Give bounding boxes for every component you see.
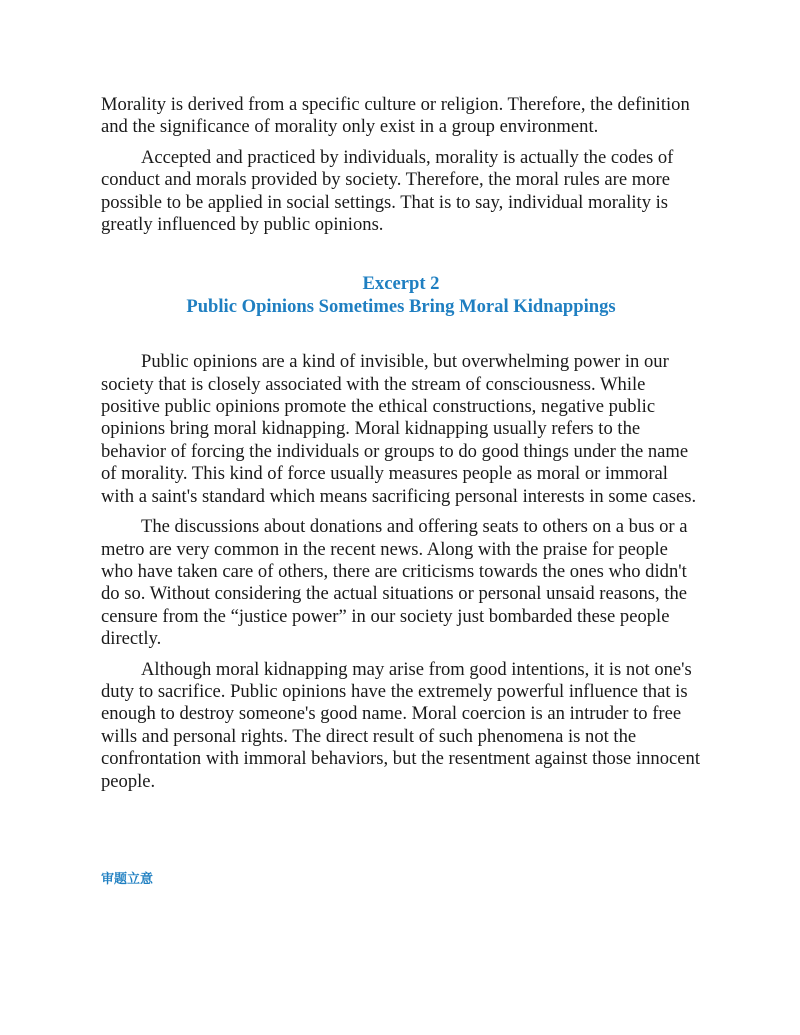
excerpt-title: Public Opinions Sometimes Bring Moral Kidnappings [186, 295, 616, 317]
paragraph-morality-practice: Accepted and practiced by individuals, morality is actually the codes of conduct and morals provided by society. Therefore, the moral rules are more possible to be applied in social settings. That is to say, individual morality is greatly influenced by public opinions. [101, 146, 674, 236]
paragraph-discussions: The discussions about donations and offering seats to others on a bus or a metro are very common in the recent news. Along with the praise for people who have taken care of others, there are criticisms towards the ones who didn't do so. Without considering the actual situations or personal unsaid reasons, the censure from the “justice power” in our society just bombarded these people directly. [101, 516, 688, 650]
paragraph-public-opinions: Public opinions are a kind of invisible, but overwhelming power in our society that is closely associated with the stream of consciousness. While positive public opinions promote the ethical constructions, negative public opinions bring moral kidnapping. Moral kidnapping usually refers to the behavior of forcing the individuals or groups to do good things under the name of morality. This kind of force usually measures people as moral or immoral with a saint's standard which means sacrificing personal interests in some cases. [101, 351, 697, 507]
paragraph-conclusion: Although moral kidnapping may arise from good intentions, it is not one's duty to sacrifice. Public opinions have the extremely powerful influence that is enough to destroy someone's good name. Moral coercion is an intruder to free wills and personal rights. The direct result of such phenomena is not the confrontation with immoral behaviors, but the resentment against those innocent people. [101, 658, 700, 792]
excerpt-label: Excerpt 2 [362, 273, 440, 295]
excerpt-heading [101, 273, 701, 318]
paragraph-morality-origin: Morality is derived from a specific culture or religion. Therefore, the definition and the significance of morality only exist in a group environment. [101, 94, 690, 138]
section-label: 审题立意 [101, 872, 154, 887]
document-page [101, 94, 701, 801]
